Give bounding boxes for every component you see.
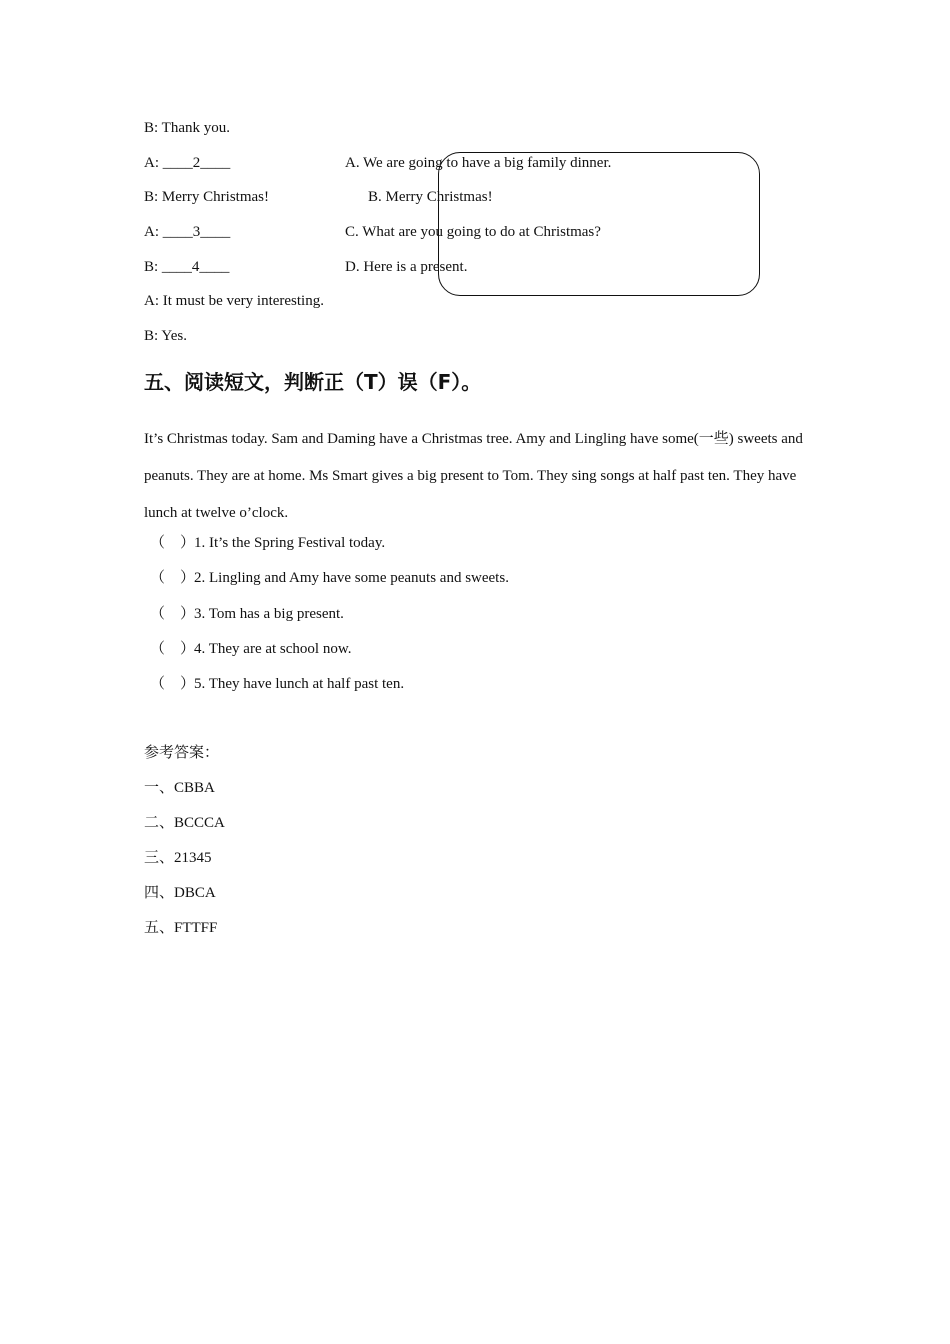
answer-line-3: 三、21345 xyxy=(144,850,212,866)
reading-passage: It’s Christmas today. Sam and Daming have a Christmas tree. Amy and Lingling have some(一些) sweets and peanuts. They are at home. Ms Smart gives a big present to Tom. They sing songs at half past ten. They have lunch at twelve o’clock. xyxy=(144,431,803,521)
option-d: D. Here is a present. xyxy=(345,259,468,275)
answer-key-title: 参考答案： xyxy=(144,745,220,761)
dialogue-line-7: B: Yes. xyxy=(144,328,187,344)
tf-question-1 xyxy=(150,533,385,553)
answer-blank: （ ） xyxy=(150,570,196,586)
question-text: 5. They have lunch at half past ten. xyxy=(194,676,405,692)
option-b: B. Merry Christmas! xyxy=(368,189,493,205)
option-c: C. What are you going to do at Christmas? xyxy=(345,224,601,240)
answer-line-5: 五、FTTFF xyxy=(144,920,218,936)
dialogue-line-6: A: It must be very interesting. xyxy=(144,293,324,309)
dialogue-line-2: A: ____2____ xyxy=(144,155,231,171)
dialogue-line-5: B: ____4____ xyxy=(144,259,230,275)
tf-question-5 xyxy=(150,674,404,694)
dialogue-line-3: B: Merry Christmas! xyxy=(144,189,269,205)
dialogue-line-4: A: ____3____ xyxy=(144,224,231,240)
tf-question-2 xyxy=(150,568,509,588)
option-a: A. We are going to have a big family dinner. xyxy=(345,155,612,171)
question-text: 1. It’s the Spring Festival today. xyxy=(194,535,386,551)
answer-line-1: 一、CBBA xyxy=(144,780,215,796)
dialogue-line-1: B: Thank you. xyxy=(144,120,230,136)
section-5-heading: 五、阅读短文，判断正（T）误（F）。 xyxy=(144,370,482,394)
answer-blank: （ ） xyxy=(150,676,196,692)
question-text: 2. Lingling and Amy have some peanuts and sweets. xyxy=(194,570,509,586)
answer-blank: （ ） xyxy=(150,606,196,622)
answer-line-2: 二、BCCCA xyxy=(144,815,225,831)
tf-question-3 xyxy=(150,604,344,624)
answer-line-4: 四、DBCA xyxy=(144,885,216,901)
answer-blank: （ ） xyxy=(150,641,196,657)
tf-question-4 xyxy=(150,639,351,659)
question-text: 3. Tom has a big present. xyxy=(194,606,344,622)
answer-blank: （ ） xyxy=(150,535,196,551)
question-text: 4. They are at school now. xyxy=(194,641,352,657)
